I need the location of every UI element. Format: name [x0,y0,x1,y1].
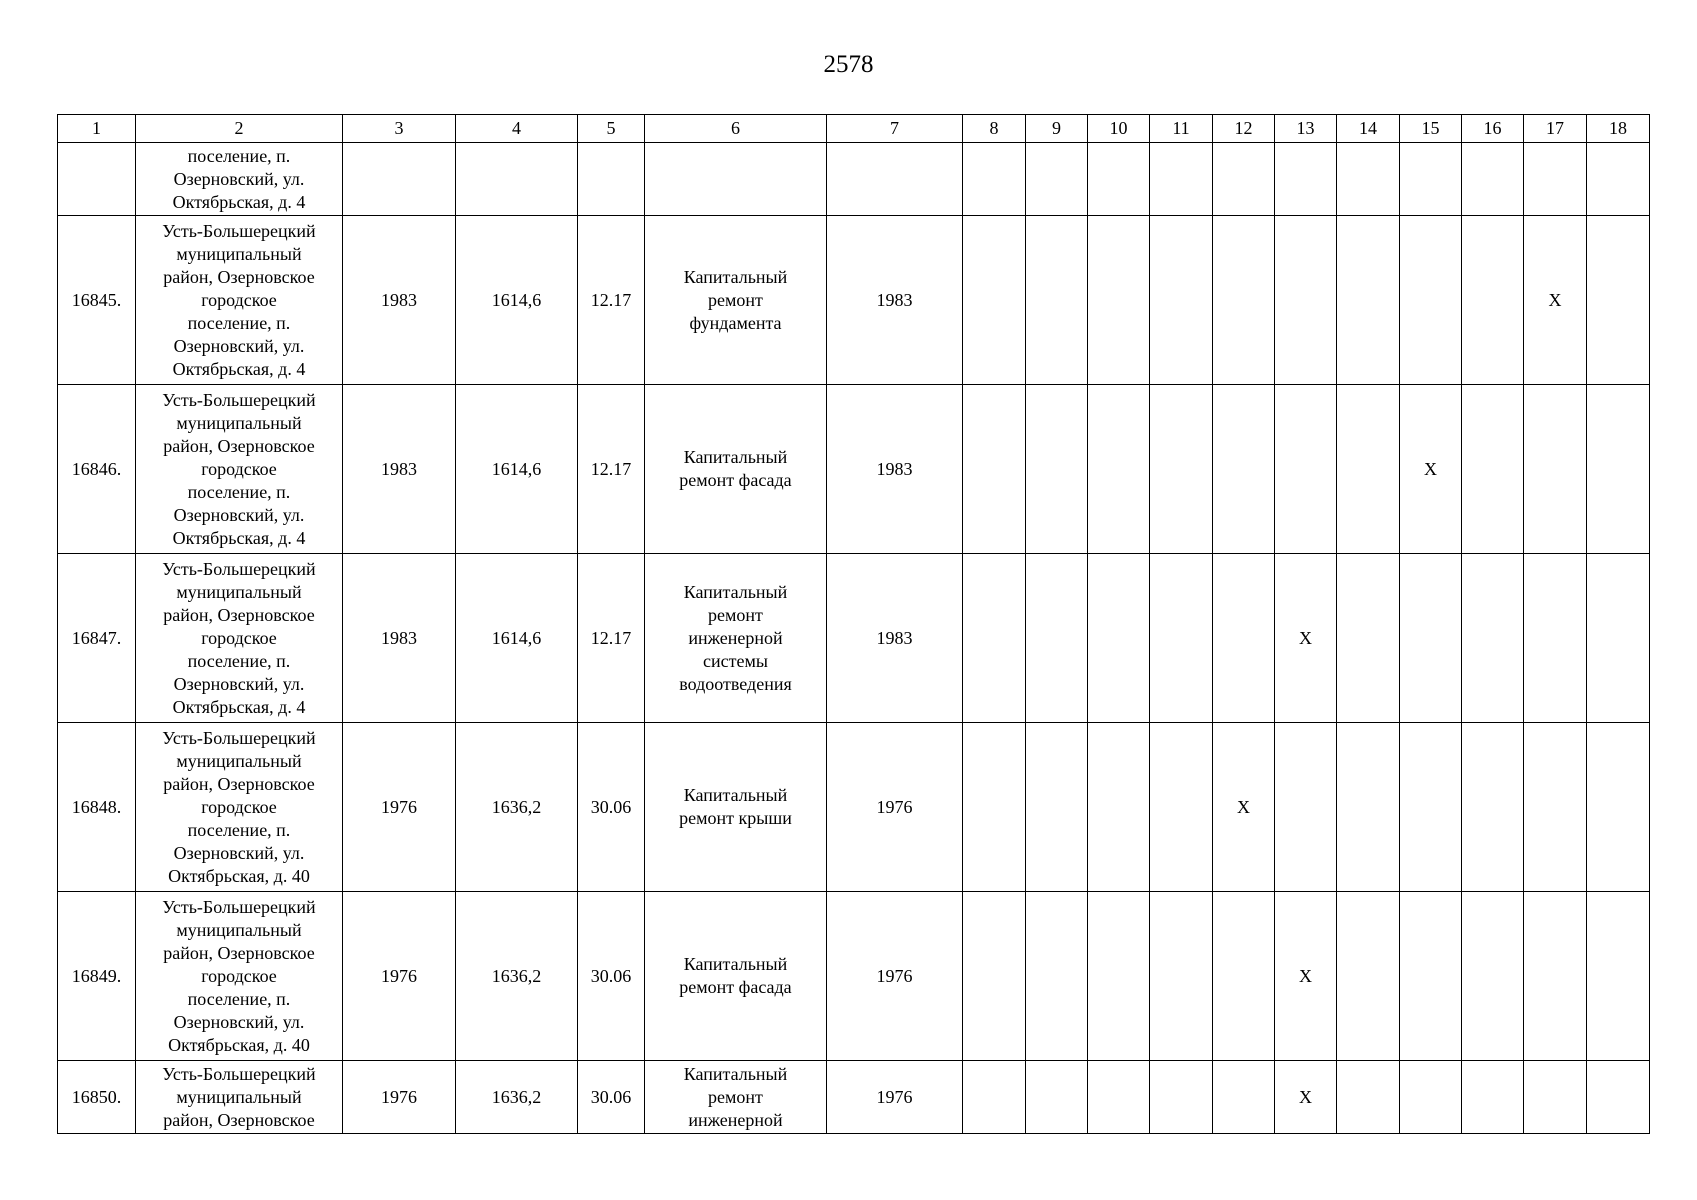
mark-cell-col-8 [963,1061,1026,1134]
mark-cell-col-12 [1213,216,1275,385]
repair-year-cell: 1976 [827,723,963,892]
column-header: 6 [645,115,827,143]
mark-cell-col-10 [1088,143,1150,216]
mark-cell-col-13 [1275,143,1337,216]
mark-cell-col-12 [1213,1061,1275,1134]
column-header: 18 [1587,115,1650,143]
column-header: 10 [1088,115,1150,143]
column-header: 16 [1462,115,1524,143]
address-cell: Усть-Большерецкий муниципальный район, Озерновское городское поселение, п. Озерновский, ул. Октябрьская, д. 4 [136,554,343,723]
year-built-cell: 1976 [343,1061,456,1134]
mark-cell-col-10 [1088,554,1150,723]
column-header: 17 [1524,115,1587,143]
mark-cell-col-9 [1026,1061,1088,1134]
mark-cell-col-15 [1400,723,1462,892]
row-number-cell: 16846. [58,385,136,554]
row-number-cell: 16845. [58,216,136,385]
wear-percent-cell: 12.17 [578,216,645,385]
table-row [58,892,1650,1061]
mark-cell-col-15 [1400,216,1462,385]
row-number-cell: 16847. [58,554,136,723]
mark-cell-col-8 [963,143,1026,216]
row-number-cell [58,143,136,216]
mark-cell-col-9 [1026,143,1088,216]
year-built-cell: 1976 [343,892,456,1061]
wear-percent-cell: 30.06 [578,723,645,892]
work-type-cell: Капитальный ремонт инженерной [645,1061,827,1134]
mark-cell-col-13: X [1275,892,1337,1061]
mark-cell-col-17 [1524,385,1587,554]
mark-cell-col-17 [1524,554,1587,723]
column-header: 7 [827,115,963,143]
mark-cell-col-9 [1026,554,1088,723]
row-number-cell: 16850. [58,1061,136,1134]
mark-cell-col-9 [1026,216,1088,385]
repair-year-cell: 1976 [827,892,963,1061]
mark-cell-col-16 [1462,554,1524,723]
column-header: 3 [343,115,456,143]
mark-cell-col-8 [963,385,1026,554]
mark-cell-col-18 [1587,216,1650,385]
mark-cell-col-14 [1337,554,1400,723]
column-header: 12 [1213,115,1275,143]
mark-cell-col-15: X [1400,385,1462,554]
mark-cell-col-10 [1088,892,1150,1061]
mark-cell-col-8 [963,892,1026,1061]
column-header: 2 [136,115,343,143]
page-number: 2578 [823,51,874,78]
mark-cell-col-10 [1088,723,1150,892]
mark-cell-col-17 [1524,1061,1587,1134]
address-cell: Усть-Большерецкий муниципальный район, Озерновское городское поселение, п. Озерновский, ул. Октябрьская, д. 40 [136,723,343,892]
table-row [58,216,1650,385]
wear-percent-cell: 30.06 [578,1061,645,1134]
mark-cell-col-10 [1088,385,1150,554]
work-type-cell: Капитальный ремонт крыши [645,723,827,892]
year-built-cell: 1983 [343,216,456,385]
mark-cell-col-18 [1587,892,1650,1061]
row-number-cell: 16848. [58,723,136,892]
column-number-row [58,115,1650,143]
mark-cell-col-16 [1462,723,1524,892]
repair-year-cell: 1983 [827,554,963,723]
mark-cell-col-14 [1337,385,1400,554]
mark-cell-col-17: X [1524,216,1587,385]
mark-cell-col-18 [1587,143,1650,216]
table-body [58,143,1650,1134]
mark-cell-col-10 [1088,1061,1150,1134]
mark-cell-col-11 [1150,143,1213,216]
repair-year-cell: 1983 [827,216,963,385]
table-row [58,723,1650,892]
mark-cell-col-11 [1150,1061,1213,1134]
work-type-cell: Капитальный ремонт фундамента [645,216,827,385]
address-cell: Усть-Большерецкий муниципальный район, Озерновское городское поселение, п. Озерновский, ул. Октябрьская, д. 4 [136,216,343,385]
work-type-cell: Капитальный ремонт фасада [645,385,827,554]
mark-cell-col-9 [1026,723,1088,892]
mark-cell-col-10 [1088,216,1150,385]
mark-cell-col-11 [1150,216,1213,385]
mark-cell-col-15 [1400,143,1462,216]
mark-cell-col-12 [1213,554,1275,723]
mark-cell-col-17 [1524,143,1587,216]
table-row [58,385,1650,554]
repair-registry-table [57,114,1650,1134]
year-built-cell: 1976 [343,723,456,892]
mark-cell-col-12: X [1213,723,1275,892]
area-cell: 1636,2 [456,723,578,892]
address-cell: Усть-Большерецкий муниципальный район, Озерновское городское поселение, п. Озерновский, ул. Октябрьская, д. 4 [136,385,343,554]
mark-cell-col-18 [1587,1061,1650,1134]
table-row [58,1061,1650,1134]
mark-cell-col-16 [1462,216,1524,385]
mark-cell-col-18 [1587,554,1650,723]
mark-cell-col-15 [1400,1061,1462,1134]
mark-cell-col-12 [1213,385,1275,554]
mark-cell-col-18 [1587,723,1650,892]
column-header: 15 [1400,115,1462,143]
mark-cell-col-18 [1587,385,1650,554]
area-cell: 1614,6 [456,216,578,385]
mark-cell-col-16 [1462,385,1524,554]
column-header: 11 [1150,115,1213,143]
area-cell [456,143,578,216]
wear-percent-cell [578,143,645,216]
repair-year-cell [827,143,963,216]
column-header: 1 [58,115,136,143]
repair-year-cell: 1976 [827,1061,963,1134]
wear-percent-cell: 12.17 [578,385,645,554]
mark-cell-col-13: X [1275,554,1337,723]
mark-cell-col-14 [1337,1061,1400,1134]
mark-cell-col-16 [1462,143,1524,216]
mark-cell-col-14 [1337,216,1400,385]
wear-percent-cell: 12.17 [578,554,645,723]
year-built-cell [343,143,456,216]
column-header: 13 [1275,115,1337,143]
mark-cell-col-11 [1150,892,1213,1061]
mark-cell-col-11 [1150,385,1213,554]
mark-cell-col-14 [1337,892,1400,1061]
mark-cell-col-8 [963,554,1026,723]
mark-cell-col-13 [1275,723,1337,892]
work-type-cell [645,143,827,216]
table-row [58,143,1650,216]
mark-cell-col-17 [1524,892,1587,1061]
column-header: 9 [1026,115,1088,143]
work-type-cell: Капитальный ремонт фасада [645,892,827,1061]
mark-cell-col-9 [1026,385,1088,554]
table-row [58,554,1650,723]
repair-year-cell: 1983 [827,385,963,554]
year-built-cell: 1983 [343,385,456,554]
row-number-cell: 16849. [58,892,136,1061]
mark-cell-col-11 [1150,723,1213,892]
work-type-cell: Капитальный ремонт инженерной системы водоотведения [645,554,827,723]
address-cell: поселение, п. Озерновский, ул. Октябрьская, д. 4 [136,143,343,216]
wear-percent-cell: 30.06 [578,892,645,1061]
mark-cell-col-16 [1462,1061,1524,1134]
mark-cell-col-8 [963,216,1026,385]
mark-cell-col-12 [1213,892,1275,1061]
mark-cell-col-15 [1400,892,1462,1061]
column-header: 14 [1337,115,1400,143]
mark-cell-col-14 [1337,723,1400,892]
mark-cell-col-15 [1400,554,1462,723]
mark-cell-col-13 [1275,216,1337,385]
mark-cell-col-17 [1524,723,1587,892]
area-cell: 1636,2 [456,1061,578,1134]
mark-cell-col-13: X [1275,1061,1337,1134]
mark-cell-col-12 [1213,143,1275,216]
mark-cell-col-11 [1150,554,1213,723]
year-built-cell: 1983 [343,554,456,723]
mark-cell-col-13 [1275,385,1337,554]
area-cell: 1614,6 [456,385,578,554]
address-cell: Усть-Большерецкий муниципальный район, Озерновское городское поселение, п. Озерновский, ул. Октябрьская, д. 40 [136,892,343,1061]
mark-cell-col-8 [963,723,1026,892]
area-cell: 1636,2 [456,892,578,1061]
column-header: 4 [456,115,578,143]
mark-cell-col-16 [1462,892,1524,1061]
mark-cell-col-9 [1026,892,1088,1061]
column-header: 8 [963,115,1026,143]
column-header: 5 [578,115,645,143]
address-cell: Усть-Большерецкий муниципальный район, Озерновское [136,1061,343,1134]
mark-cell-col-14 [1337,143,1400,216]
area-cell: 1614,6 [456,554,578,723]
